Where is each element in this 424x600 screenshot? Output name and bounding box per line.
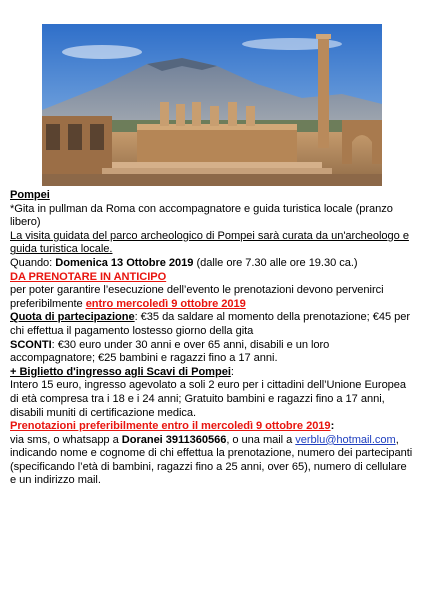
booking-contact: Doranei 3911360566 [121, 433, 227, 446]
ticket-label: + Biglietto d'ingresso agli Scavi di Pompei [10, 365, 231, 378]
advance-line [10, 284, 415, 311]
discount-text: : €30 euro under 30 anni e over 65 anni, disabili e un loro accompagnatore; €25 bambini e ragazzi fino a 17 anni. [10, 338, 330, 365]
booking-via: via sms, o whatsapp a [10, 433, 119, 446]
ticket-line [10, 366, 415, 380]
ticket-colon: : [230, 365, 234, 378]
advance-deadline: entro mercoledì 9 ottobre 2019 [85, 297, 246, 310]
booking-colon: : [330, 420, 335, 433]
fee-text: : €35 da saldare al momento della prenotazione; €45 per chi effettua il pagamento lostesso giorno della gita [10, 311, 411, 337]
when-times: (dalle ore 7.30 alle ore 19.30 ca.) [196, 256, 358, 269]
booking-line [10, 420, 415, 434]
discount-line [10, 339, 415, 366]
ticket-text: Intero 15 euro, ingresso agevolato a soli 2 euro per i cittadini dell’Unione Europea di età compresa tra i 18 e i 24 anni; Gratuito bambini e ragazzi fino a 17 anni, disabili muniti di certificazione medica. [10, 379, 407, 419]
when-date: Domenica 13 Ottobre 2019 [55, 256, 194, 269]
when-label: Quando: [10, 256, 53, 269]
event-title: Pompei [10, 189, 50, 201]
pompei-photo [42, 24, 382, 186]
discount-label: SCONTI [10, 338, 52, 351]
fee-label: Quota di partecipazione [10, 311, 135, 324]
event-text [10, 189, 415, 488]
intro-text: *Gita in pullman da Roma con accompagnatore e guida turistica locale (pranzo libero) [10, 202, 393, 229]
email-link[interactable]: verblu@hotmail.com [295, 433, 396, 446]
advance-text: per poter garantire l’esecuzione dell’evento le prenotazioni devono pervenirci preferibilmente [10, 284, 384, 310]
booking-rest: , indicando nome e cognome di chi effettua la prenotazione, numero dei partecipanti (specificando l’età di bambini, ragazzi fino a 25 anni, over 65), numero di cellulare e un indirizzo mail. [10, 433, 413, 487]
booking-mail: , o una mail a [226, 433, 293, 446]
when-line [10, 257, 415, 271]
booking-heading: Prenotazioni preferibilmente entro il mercoledì 9 ottobre 2019 [10, 420, 331, 433]
booking-text [10, 434, 415, 488]
fee-line [10, 311, 415, 338]
pompei-ruins-image [42, 24, 382, 186]
visit-text: La visita guidata del parco archeologico di Pompei sarà curata da un'archeologo e guida turistica locale. [10, 229, 409, 256]
advance-heading: DA PRENOTARE IN ANTICIPO [10, 270, 167, 283]
